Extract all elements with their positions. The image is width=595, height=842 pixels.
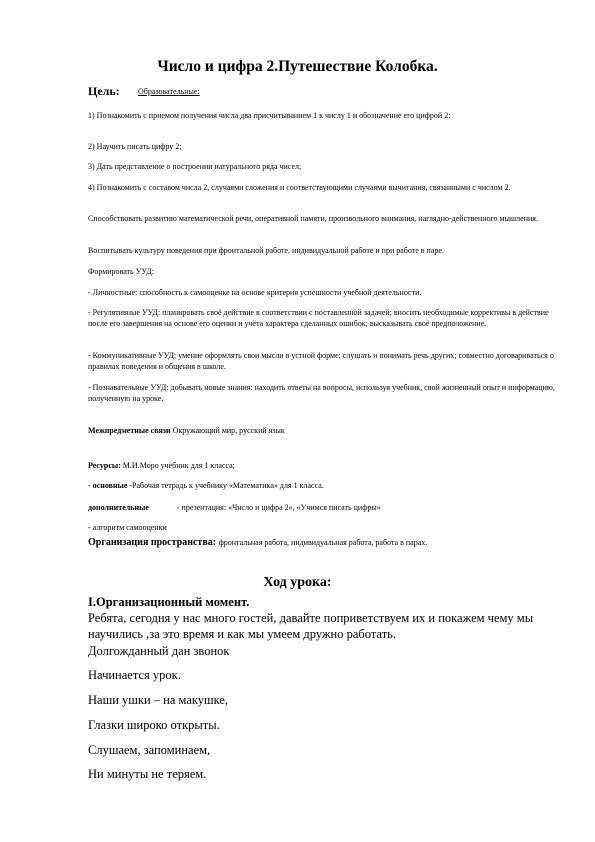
interdisciplinary-value: Окружающий мир, русский язык (172, 426, 285, 435)
main-resources-value: -Рабочая тетрадь к учебнику «Математика» для 1 класса. (129, 481, 324, 490)
uud-regulatory: - Регулятивные УУД: планировать своё действие в соответствии с поставленной задачей; вносить необходимые коррективы в действие после его завершения на основе его оценки и учёта характера сделанных ошибок; высказывать своё предположение. (88, 308, 549, 328)
main-resources-label: - основные (88, 481, 128, 490)
culture-paragraph: Воспитывать культуру поведения при фронтальной работе, индивидуальной работе и при работе в паре. (88, 246, 444, 255)
goal-label: Цель: (88, 84, 120, 98)
interdisciplinary-label: Межпредметные связи (88, 426, 171, 435)
lesson-heading: Ход урока: (263, 575, 332, 590)
main-resources-line (88, 480, 556, 491)
uud-cognitive: - Познавательные УУД: добывать новые знания: находить ответы на вопросы, используя учебник, свой жизненный опыт и информацию, полученную на уроке. (88, 383, 555, 403)
interdisciplinary-line (88, 425, 556, 436)
section-heading: I.Организационный момент. (88, 595, 250, 609)
intro-paragraph: Ребята, сегодня у нас много гостей, давайте поприветствуем их и покажем чему мы научились ,за это время и как мы умеем дружно работать. (88, 611, 534, 641)
organization-line (88, 537, 558, 548)
uud-personal: - Личностные: способность к самооценке на основе критерия успешности учебной деятельности. (88, 288, 422, 297)
page-title: Число и цифра 2.Путешествие Колобка. (157, 58, 438, 75)
extra-resources-label: дополнительные (88, 503, 149, 512)
poem-line-4: Глазки широко открыты. (88, 718, 220, 732)
resources-label: Ресурсы: (88, 461, 121, 470)
organization-value: фронтальная работа, индивидуальная работа, работа в парах. (218, 538, 428, 547)
goal-item-1: 1) Познакомить с приемом получения числа два присчитыванием 1 к числу 1 и обозначение его цифрой 2; (88, 111, 451, 120)
poem-line-2: Начинается урок. (88, 668, 181, 682)
develop-paragraph: Способствовать развитию математической речи, оперативной памяти, произвольного внимания, наглядно-действенного мышления. (88, 214, 538, 223)
poem-line-1: Долгожданный дан звонок (88, 644, 230, 658)
goal-item-4: 4) Познакомить с составом числа 2, случаями сложения и соответствующими случаями вычитания, связанными с числом 2. (88, 183, 511, 192)
poem-line-3: Наши ушки – на макушке, (88, 693, 229, 707)
goal-subheading: Образовательные: (138, 87, 200, 96)
resources-value: М.И.Моро учебник для 1 класса; (122, 461, 235, 470)
uud-heading: Формировать УУД: (88, 267, 154, 276)
algorithm-line: - алгоритм самооценки (88, 523, 167, 532)
goal-item-2: 2) Научить писать цифру 2; (88, 142, 182, 151)
poem-line-6: Ни минуты не теряем. (88, 767, 207, 781)
uud-communicative: - Коммуникативные УУД: умение оформлять свои мысли в устной форме; слушать и понимать речь других; совместно договариваться о правилах поведения и общения в школе. (88, 351, 554, 371)
extra-resources-value: - презентация: «Число и цифра 2», «Учимся писать цифры» (176, 503, 381, 512)
goal-item-3: 3) Дать представление о построении натурального ряда чисел; (88, 162, 302, 171)
organization-label: Организация пространства: (88, 537, 217, 548)
poem-line-5: Слушаем, запоминаем, (88, 743, 211, 757)
resources-line (88, 460, 556, 471)
extra-resources-line (88, 502, 556, 513)
